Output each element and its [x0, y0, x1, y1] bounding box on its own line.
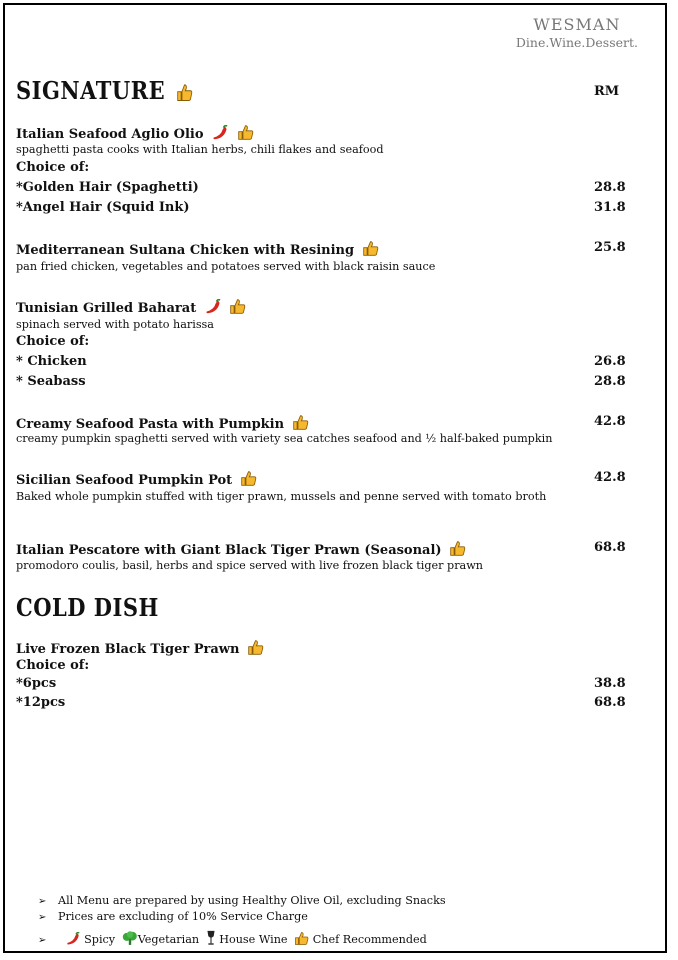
menu-item-desc: creamy pumpkin spaghetti served with variety sea catches seafood and ½ half-baked pumpkin: [16, 432, 553, 445]
menu-item-name: Live Frozen Black Tiger Prawn: [16, 639, 630, 660]
menu-item-name: Italian Seafood Aglio Olio: [16, 124, 630, 145]
choice-row: * Seabass 28.8: [16, 374, 626, 389]
section-heading-text: COLD DISH: [16, 593, 159, 622]
choice-label: Choice of:: [16, 334, 90, 349]
menu-item-desc: Baked whole pumpkin stuffed with tiger prawn, mussels and penne served with tomato broth: [16, 490, 547, 503]
menu-item-name: Creamy Seafood Pasta with Pumpkin 42.8: [16, 414, 630, 435]
footer-note: ➢ All Menu are prepared by using Healthy Olive Oil, excluding Snacks: [38, 894, 446, 907]
arrow-bullet-icon: ➢: [38, 896, 47, 907]
choice-label: Choice of:: [16, 160, 90, 175]
choice-label: Choice of:: [16, 658, 90, 673]
price: 28.8: [594, 180, 626, 195]
section-heading-text: SIGNATURE: [16, 76, 166, 105]
menu-item-desc: promodoro coulis, basil, herbs and spice served with live frozen black tiger prawn: [16, 559, 483, 572]
choice-row: * Chicken 26.8: [16, 354, 626, 369]
price: 68.8: [594, 695, 626, 710]
thumbs-up-icon: [294, 931, 309, 949]
footer-note: ➢ Prices are excluding of 10% Service Charge: [38, 910, 308, 923]
footer-legend: ➢ Spicy Vegetarian House Wine Chef Recommended: [38, 930, 427, 949]
section-heading-signature: [16, 76, 193, 108]
choice-row: *12pcs 68.8: [16, 695, 626, 710]
broccoli-icon: [122, 931, 138, 949]
price: 31.8: [594, 200, 626, 215]
thumbs-up-icon: [240, 470, 257, 491]
price: 25.8: [594, 240, 626, 255]
choice-row: *Golden Hair (Spaghetti) 28.8: [16, 180, 626, 195]
thumbs-up-icon: [247, 639, 264, 660]
brand-tagline: Dine.Wine.Dessert.: [515, 35, 638, 50]
price: 42.8: [594, 414, 626, 429]
menu-item-name: Italian Pescatore with Giant Black Tiger Prawn (Seasonal) 68.8: [16, 540, 630, 561]
section-heading-cold-dish: [16, 593, 159, 622]
price-header: RM: [594, 84, 620, 99]
brand-block: [516, 16, 638, 52]
price: 42.8: [594, 470, 626, 485]
arrow-bullet-icon: ➢: [38, 912, 47, 923]
chili-icon: [65, 932, 81, 949]
menu-item-name: Mediterranean Sultana Chicken with Resining 25.8: [16, 240, 630, 261]
wine-glass-icon: [206, 930, 216, 949]
thumbs-up-icon: [237, 124, 254, 145]
chili-icon: [204, 299, 222, 319]
thumbs-up-icon: [362, 240, 379, 261]
arrow-bullet-icon: ➢: [38, 935, 47, 946]
price: 68.8: [594, 540, 626, 555]
menu-item-desc: spinach served with potato harissa: [16, 318, 214, 331]
price: 28.8: [594, 374, 626, 389]
brand-name: WESMAN: [533, 15, 621, 34]
menu-item-desc: pan fried chicken, vegetables and potatoes served with black raisin sauce: [16, 260, 436, 273]
chili-icon: [211, 125, 229, 145]
thumbs-up-icon: [176, 79, 193, 108]
price: 26.8: [594, 354, 626, 369]
choice-row: *Angel Hair (Squid Ink) 31.8: [16, 200, 626, 215]
choice-row: *6pcs 38.8: [16, 676, 626, 691]
price: 38.8: [594, 676, 626, 691]
thumbs-up-icon: [449, 540, 466, 561]
menu-item-desc: spaghetti pasta cooks with Italian herbs, chili flakes and seafood: [16, 143, 384, 156]
menu-item-name: Tunisian Grilled Baharat: [16, 298, 630, 319]
menu-item-name: Sicilian Seafood Pumpkin Pot 42.8: [16, 470, 630, 491]
thumbs-up-icon: [229, 298, 246, 319]
